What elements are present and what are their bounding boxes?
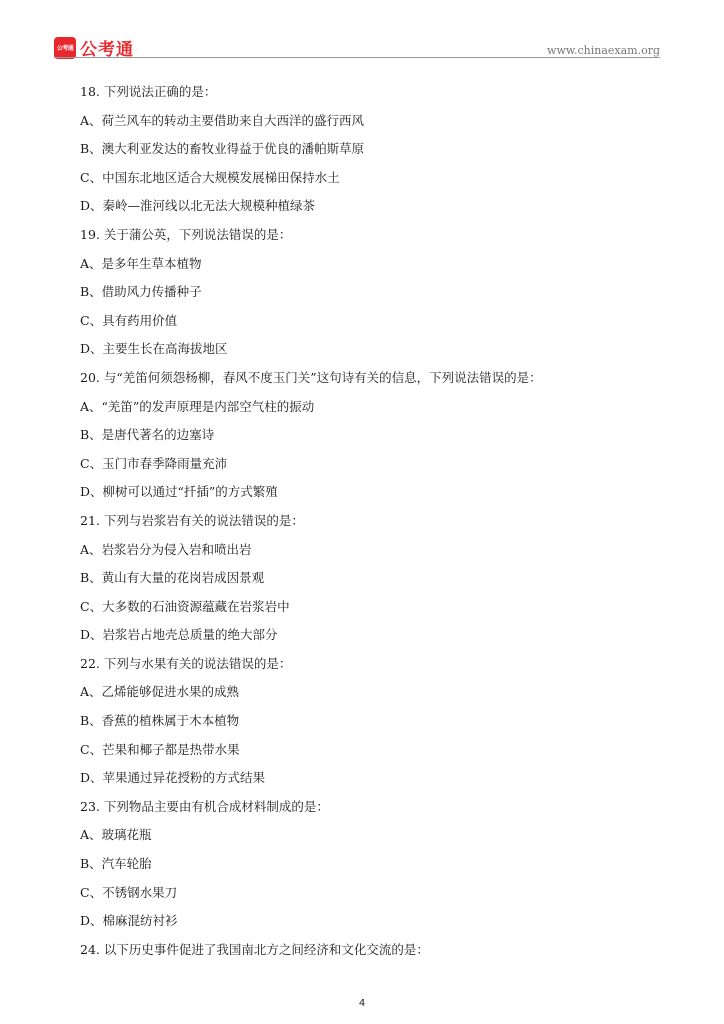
question-21: 21. 下列与岩浆岩有关的说法错误的是： [80, 512, 304, 528]
question-22: 22. 下列与水果有关的说法错误的是： [80, 655, 292, 671]
question-18-option-b: B、澳大利亚发达的畜牧业得益于优良的潘帕斯草原 [80, 141, 365, 157]
question-23-option-c: C、不锈钢水果刀 [80, 884, 178, 900]
question-19-option-c: C、具有药用价值 [80, 312, 178, 328]
question-20-option-c: C、玉门市春季降雨量充沛 [80, 455, 228, 471]
question-23: 23. 下列物品主要由有机合成材料制成的是： [80, 798, 329, 814]
question-23-option-b: B、汽车轮胎 [80, 856, 152, 872]
logo-text: 公考通 [80, 40, 134, 60]
question-20-option-d: D、柳树可以通过“扦插”的方式繁殖 [80, 484, 278, 500]
logo-badge-icon: 公考通 [54, 37, 76, 59]
question-21-option-d: D、岩浆岩占地壳总质量的绝大部分 [80, 627, 278, 643]
question-18-option-d: D、秦岭—淮河线以北无法大规模种植绿茶 [80, 198, 316, 214]
question-24: 24. 以下历史事件促进了我国南北方之间经济和文化交流的是： [80, 941, 429, 957]
site-url: www.chinaexam.org [547, 44, 660, 57]
question-19-option-a: A、是多年生草本植物 [80, 255, 202, 271]
question-21-option-a: A、岩浆岩分为侵入岩和喷出岩 [80, 541, 252, 557]
page-number: 4 [358, 998, 366, 1009]
question-22-option-a: A、乙烯能够促进水果的成熟 [80, 684, 240, 700]
question-18-option-c: C、中国东北地区适合大规模发展梯田保持水土 [80, 169, 340, 185]
question-20-option-b: B、是唐代著名的边塞诗 [80, 427, 215, 443]
question-21-option-c: C、大多数的石油资源蕴藏在岩浆岩中 [80, 598, 290, 614]
question-21-option-b: B、黄山有大量的花岗岩成因景观 [80, 570, 265, 586]
question-22-option-d: D、苹果通过异花授粉的方式结果 [80, 770, 266, 786]
question-22-option-c: C、芒果和椰子都是热带水果 [80, 741, 240, 757]
question-22-option-b: B、香蕉的植株属于木本植物 [80, 713, 240, 729]
question-23-option-d: D、棉麻混纺衬衫 [80, 913, 178, 929]
question-list [80, 78, 660, 964]
question-20-option-a: A、“羌笛”的发声原理是内部空气柱的振动 [80, 398, 315, 414]
question-19-option-b: B、借助风力传播种子 [80, 284, 202, 300]
question-23-option-a: A、玻璃花瓶 [80, 827, 152, 843]
question-19-option-d: D、主要生长在高海拔地区 [80, 341, 228, 357]
question-20: 20. 与“羌笛何须怨杨柳，春风不度玉门关”这句诗有关的信息，下列说法错误的是： [80, 369, 542, 385]
question-18: 18. 下列说法正确的是： [80, 84, 217, 99]
page-header [0, 0, 724, 60]
header-divider [54, 57, 660, 58]
question-19: 19. 关于蒲公英，下列说法错误的是： [80, 226, 292, 242]
question-18-option-a: A、荷兰风车的转动主要借助来自大西洋的盛行西风 [80, 112, 365, 128]
